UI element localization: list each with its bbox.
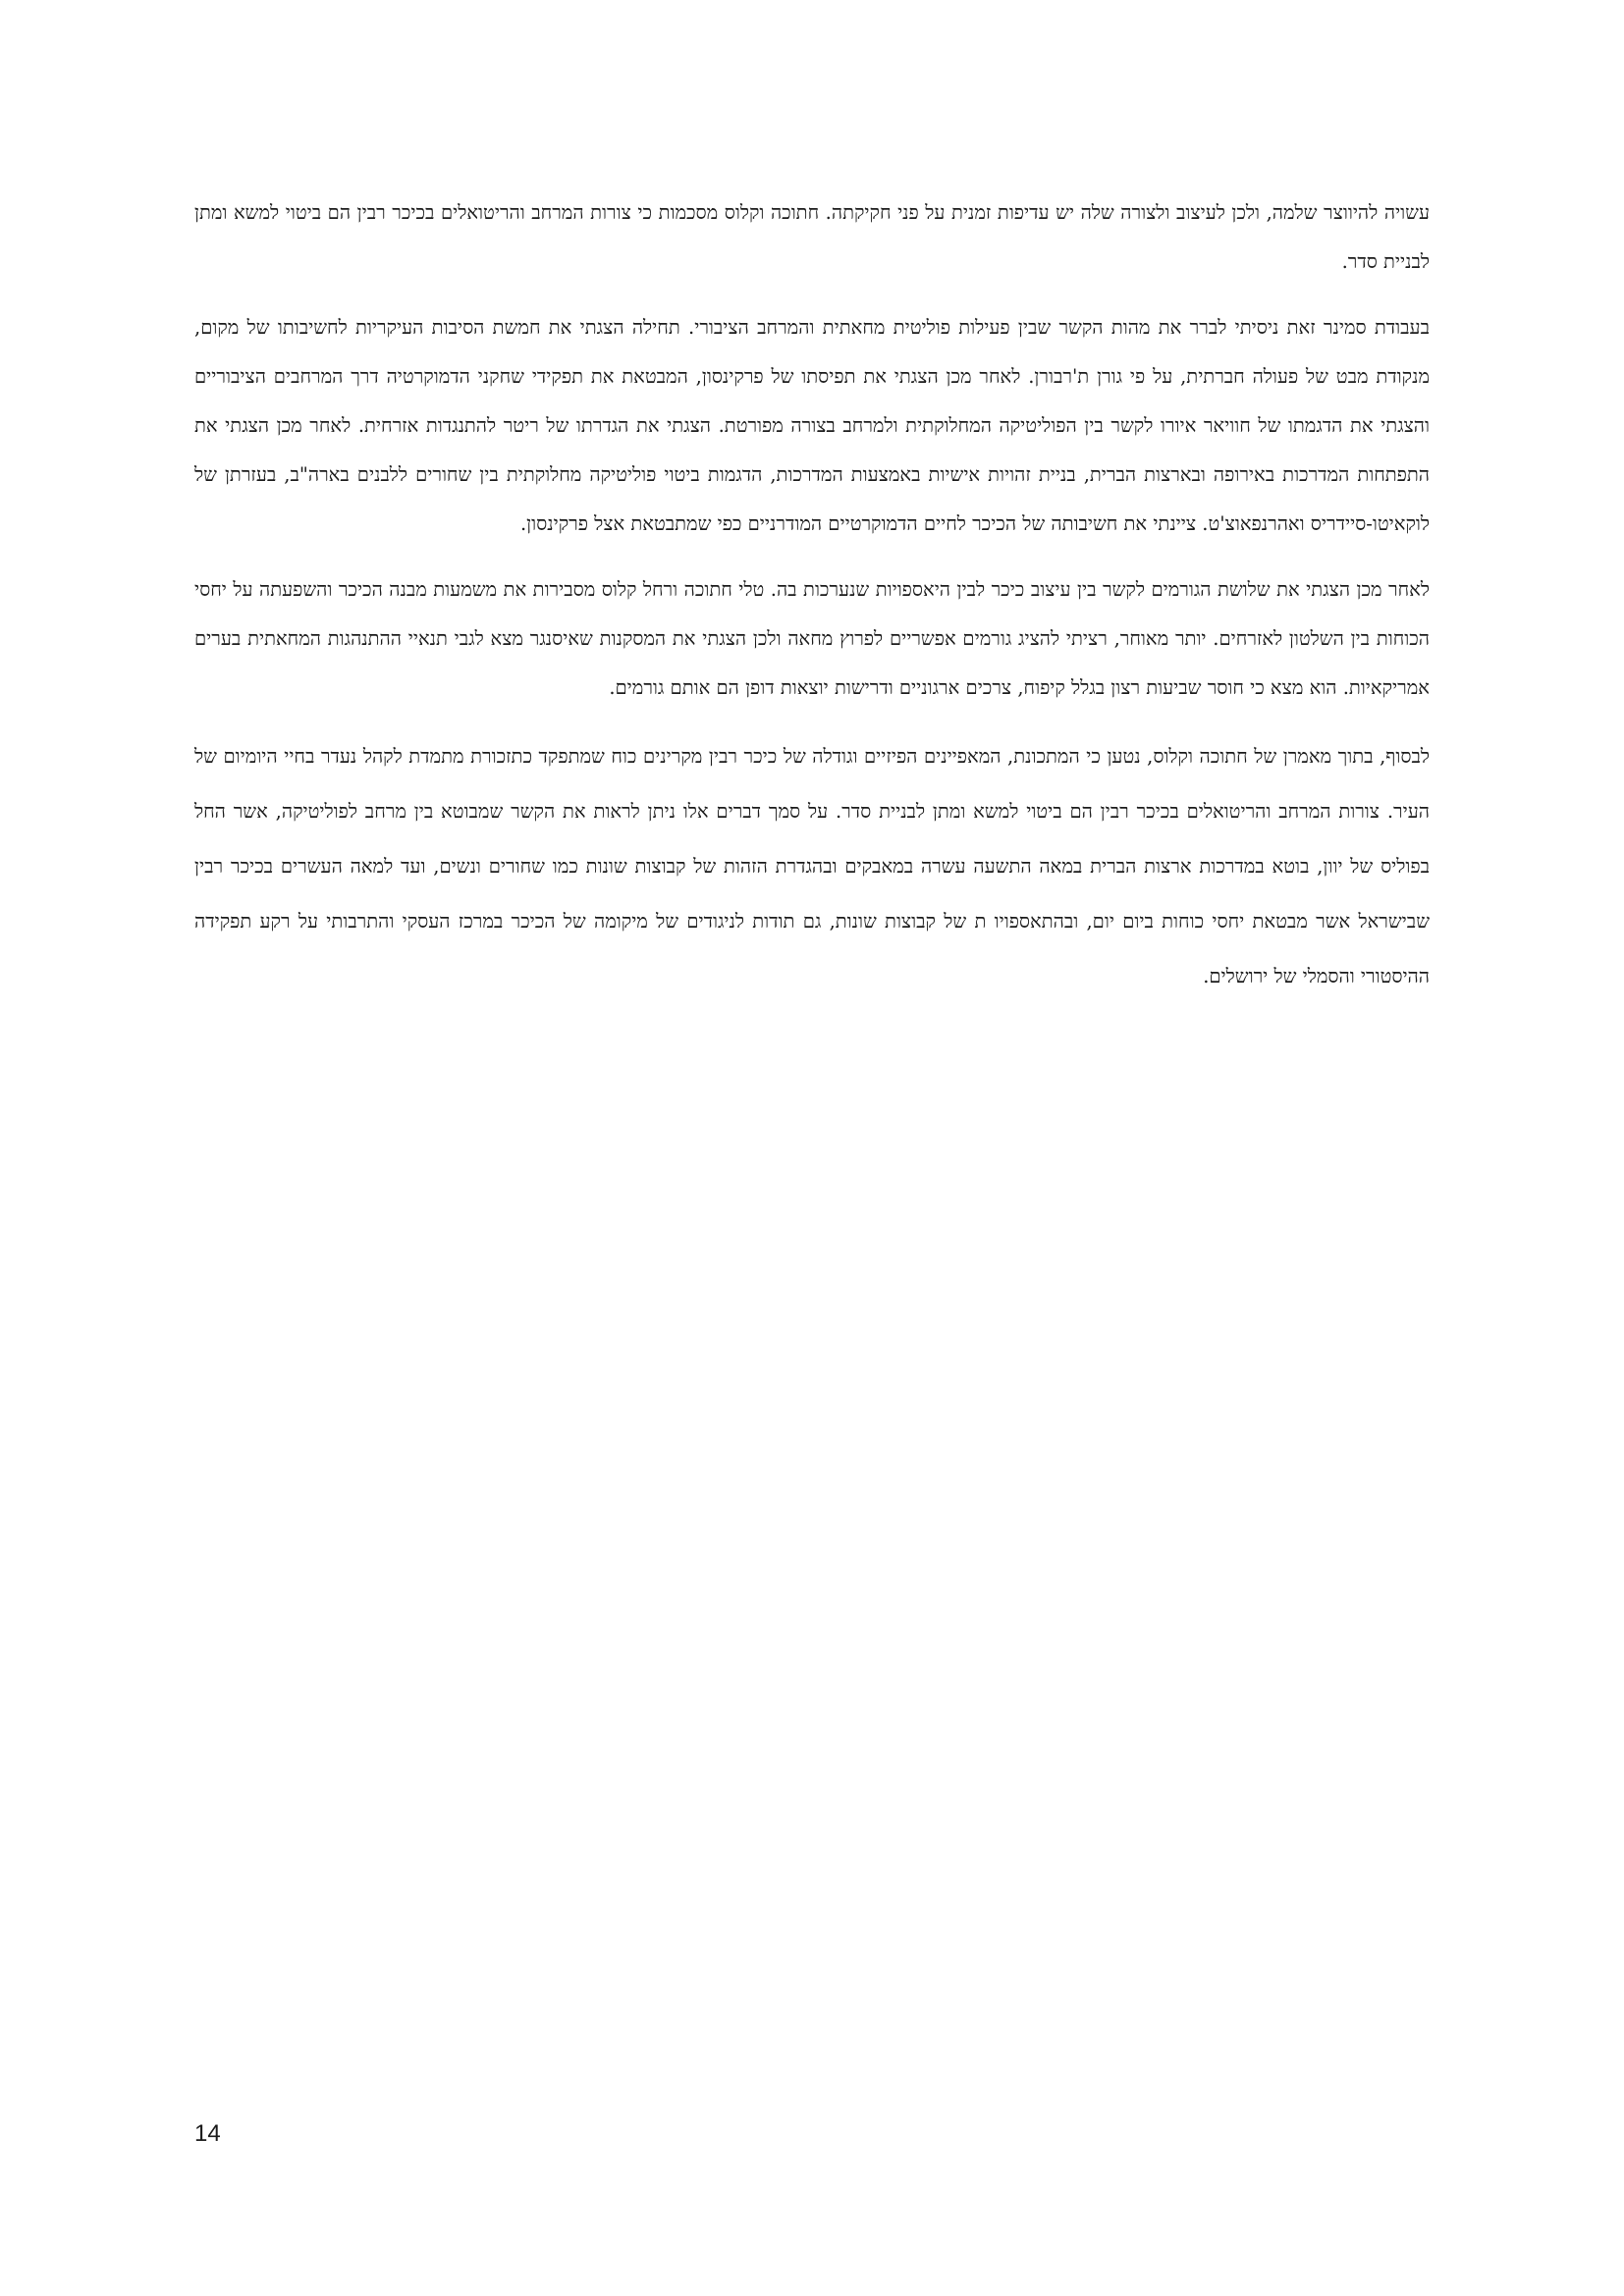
page-number: 14 xyxy=(194,2120,221,2147)
body-text xyxy=(194,188,1430,1021)
paragraph-4: לבסוף, בתוך מאמרן של חתוכה וקלוס, נטען כי המתכונת, המאפיינים הפיזיים וגודלה של כיכר רבין מקרינים כוח שמתפקד כתזכורת מתמדת לקהל נעדר בחיי היומיום של העיר. צורות המרחב והריטואלים בכיכר רבין הם ביטוי למשא ומתן לבניית סדר. על סמך דברים אלו ניתן לראות את הקשר שמבוטא בין מרחב לפוליטיקה, אשר החל בפוליס של יוון, בוטא במדרכות ארצות הברית במאה התשעה עשרה במאבקים ובהגדרת הזהות של קבוצות שונות כמו שחורים ונשים, ועד למאה העשרים בכיכר רבין שבישראל אשר מבטאת יחסי כוחות ביום יום, ובהתאספויו ת של קבוצות שונות, גם תודות לניגודים של מיקומה של הכיכר במרכז העסקי והתרבותי על רקע תפקידה ההיסטורי והסמלי של ירושלים. xyxy=(194,745,1430,988)
paragraph-3: לאחר מכן הצגתי את שלושת הגורמים לקשר בין עיצוב כיכר לבין היאספויות שנערכות בה. טלי חתוכה ורחל קלוס מסבירות את משמעות מבנה הכיכר והשפעתה על יחסי הכוחות בין השלטון לאזרחים. יותר מאוחר, רציתי להציג גורמים אפשריים לפרוץ מחאה ולכן הצגתי את המסקנות שאיסנגר מצא לגבי תנאיי ההתנהגות המחאתית בערים אמריקאיות. הוא מצא כי חוסר שביעות רצון בגלל קיפוח, צרכים ארגוניים ודרישות יוצאות דופן הם אותם גורמים. xyxy=(194,578,1430,699)
paragraph-1: עשויה להיווצר שלמה, ולכן לעיצוב ולצורה שלה יש עדיפות זמנית על פני חקיקתה. חתוכה וקלוס מסכמות כי צורות המרחב והריטואלים בכיכר רבין הם ביטוי למשא ומתן לבניית סדר. xyxy=(194,201,1430,273)
paragraph-2: בעבודת סמינר זאת ניסיתי לברר את מהות הקשר שבין פעילות פוליטית מחאתית והמרחב הציבורי. תחילה הצגתי את חמשת הסיבות העיקריות לחשיבותו של מקום, מנקודת מבט של פעולה חברתית, על פי גורן ת'רבורן. לאחר מכן הצגתי את תפיסתו של פרקינסון, המבטאת את תפקידי שחקני הדמוקרטיה דרך המרחבים הציבוריים והצגתי את הדגמתו של חוויאר איורו לקשר בין הפוליטיקה המחלוקתית ולמרחב בצורה מפורטת. הצגתי את הגדרתו של ריטר להתנגדות אזרחית. לאחר מכן הצגתי את התפתחות המדרכות באירופה ובארצות הברית, בניית זהויות אישיות באמצעות המדרכות, הדגמות ביטוי פוליטיקה מחלוקתית בין שחורים ללבנים בארה"ב, בעזרתן של לוקאיטו-סיידריס ואהרנפאוצ'ט. ציינתי את חשיבותה של הכיכר לחיים הדמוקרטיים המודרניים כפי שמתבטאת אצל פרקינסון. xyxy=(194,316,1430,535)
